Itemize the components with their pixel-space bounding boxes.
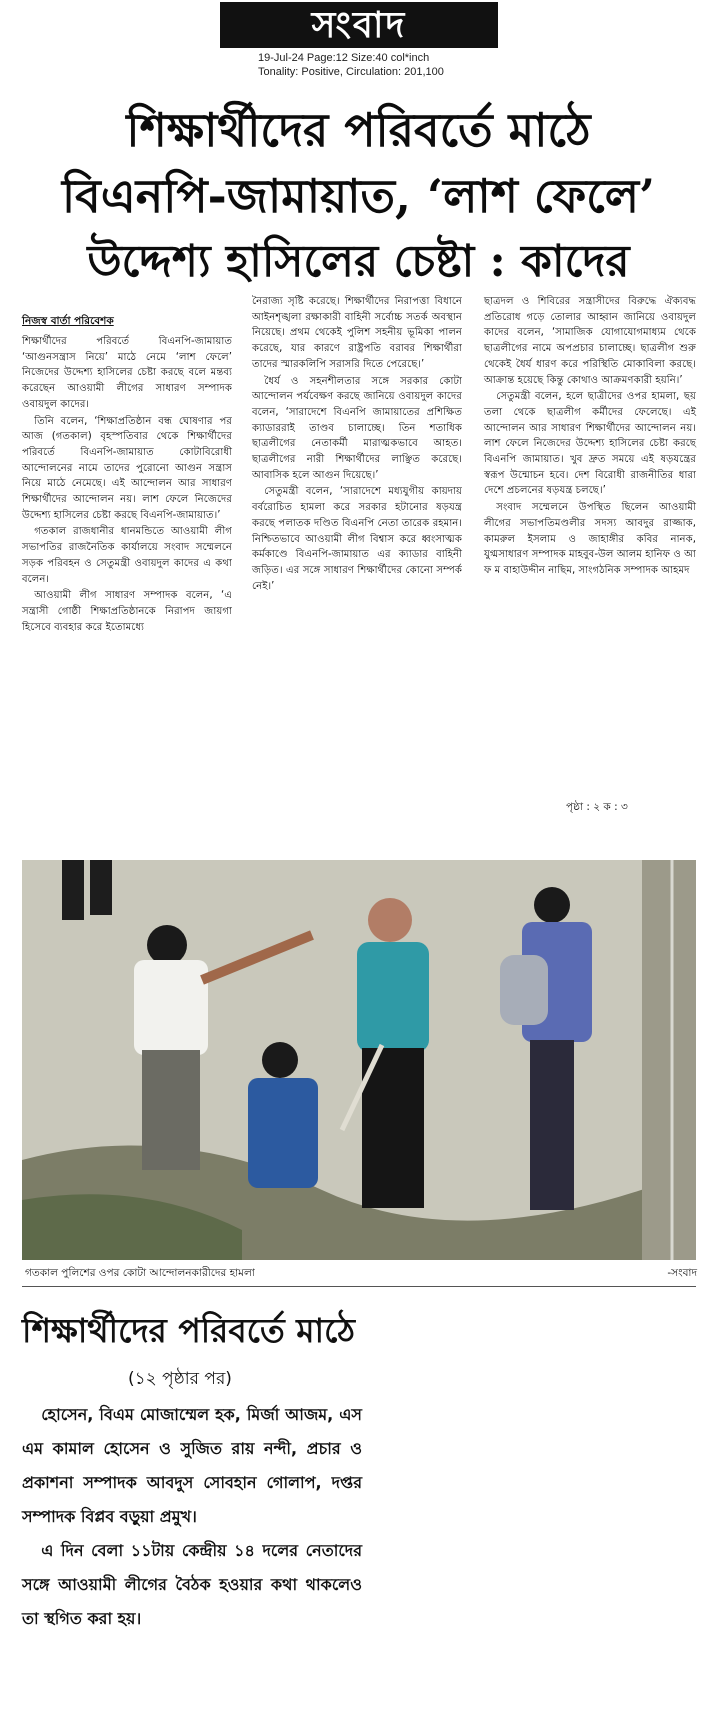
article-paragraph: আওয়ামী লীগ সাধারণ সম্পাদক বলেন, ‘এ সন্ত্রাসী গোষ্ঠী শিক্ষাপ্রতিষ্ঠানকে নিরাপদ জায়গা হিসেবে ব্যবহার করে ইতোমধ্যে	[22, 590, 232, 633]
headline-line-1: শিক্ষার্থীদের পরিবর্তে মাঠে	[126, 103, 591, 157]
continuation-paragraph: হোসেন, বিএম মোজাম্মেল হক, মির্জা আজম, এস এম কামাল হোসেন ও সুজিত রায় নন্দী, প্রচার ও প্রকাশনা সম্পাদক আবদুস সোবহান গোলাপ, দপ্তর সম্পাদক বিপ্লব বড়ুয়া প্রমুখ।	[22, 1405, 362, 1526]
continuation-body	[22, 1398, 362, 1636]
photo-caption: গতকাল পুলিশের ওপর কোটা আন্দোলনকারীদের হামলা	[25, 1267, 255, 1279]
article-column-1	[22, 334, 232, 636]
article-column-2	[252, 294, 462, 595]
continuation-headline: শিক্ষার্থীদের পরিবর্তে মাঠে	[22, 1311, 355, 1350]
article-column-3	[484, 294, 696, 580]
news-photo	[22, 860, 696, 1260]
clipping-meta-line-1: 19-Jul-24 Page:12 Size:40 col*inch	[258, 52, 430, 64]
article-paragraph: সেতুমন্ত্রী বলেন, হলে ছাত্রীদের ওপর হামলা, ছয় তলা থেকে ছাত্রলীগ কর্মীদের ফেলেছে। এই আন্দোলন আর সাধারণ শিক্ষার্থীদের আন্দোলন নয়। লাশ ফেলে নিজেদের উদ্দেশ্য হাসিলের চেষ্টা করছে বিএনপি জামায়াত। খুব দ্রুত সময়ে এই ষড়যন্ত্রের স্বরূপ উন্মোচন হবে। দেশ বিরোধী রাজনীতির ধারা দেশে প্রচলনের ষড়যন্ত্র চলছে।’	[484, 391, 696, 497]
headline-line-2: বিএনপি-জামায়াত, ‘লাশ ফেলে’	[62, 169, 655, 223]
article-paragraph: ধৈর্য ও সহনশীলতার সঙ্গে সরকার কোটা আন্দোলন পর্যবেক্ষণ করছে জানিয়ে ওবায়দুল কাদের বলেন, ‘সারাদেশে বিএনপি জামায়াতের প্রশিক্ষিত ক্যাডাররাই তাণ্ডব চালাচ্ছে। তিন শতাধিক ছাত্রলীগের নেতাকর্মী মারাত্মকভাবে আহত। ছাত্রলীগের নারী শিক্ষার্থীদের লাঞ্ছিত করেছে। আবাসিক হলে আগুন দিয়েছে।’	[252, 375, 462, 481]
news-photo-illustration	[22, 860, 696, 1260]
page-reference: পৃষ্ঠা : ২ ক : ৩	[566, 801, 628, 813]
section-divider	[22, 1286, 696, 1287]
article-paragraph: ছাত্রদল ও শিবিরের সন্ত্রাসীদের বিরুদ্ধে ঐক্যবদ্ধ প্রতিরোধ গড়ে তোলার আহ্বান জানিয়ে ওবায়দুল কাদের বলেন, ‘সামাজিক যোগাযোগমাধ্যম থেকে ছাত্রলীগের নামে অপপ্রচার চালাচ্ছে। ছাত্রলীগ শুরু থেকেই ধৈর্য ধারণ করে পরিস্থিতি মোকাবিলা করছে। আক্রান্ত হয়েছে কিন্তু কোথাও আক্রমণকারী হয়নি।’	[484, 296, 696, 386]
headline-line-3: উদ্দেশ্য হাসিলের চেষ্টা : কাদের	[87, 236, 630, 287]
article-paragraph: শিক্ষার্থীদের পরিবর্তে বিএনপি-জামায়াত ‘আগুনসন্ত্রাস নিয়ে’ মাঠে নেমে ‘লাশ ফেলে’ নিজেদের উদ্দেশ্য হাসিলের চেষ্টা করছে বলে মন্তব্য করেছেন আওয়ামী লীগের সাধারণ সম্পাদক ওবায়দুল কাদের।	[22, 336, 232, 410]
article-paragraph: গতকাল রাজধানীর ধানমন্ডিতে আওয়ামী লীগ সভাপতির রাজনৈতিক কার্যালয়ে সংবাদ সম্মেলনে সড়ক পরিবহন ও সেতুমন্ত্রী ওবায়দুল কাদের এ কথা বলেন।	[22, 526, 232, 585]
article-paragraph: তিনি বলেন, ‘শিক্ষাপ্রতিষ্ঠান বন্ধ ঘোষণার পর আজ (গতকাল) বৃহস্পতিবার থেকে শিক্ষার্থীদের পরিবর্তে বিএনপি-জামায়াত কোটাবিরোধী আন্দোলনের নামে তাদের পুরোনো আগুন সন্ত্রাস নিয়ে মাঠে নেমেছে। এই আন্দোলন আর সাধারণ শিক্ষার্থীদের আন্দোলন নয়। লাশ ফেলে নিজেদের উদ্দেশ্য হাসিলের চেষ্টা করছে বিএনপি-জামায়াত।’	[22, 415, 232, 521]
continuation-paragraph: এ দিন বেলা ১১টায় কেন্দ্রীয় ১৪ দলের নেতাদের সঙ্গে আওয়ামী লীগের বৈঠক হওয়ার কথা থাকলেও তা স্থগিত করা হয়।	[22, 1541, 362, 1628]
clipping-meta-line-2: Tonality: Positive, Circulation: 201,100	[258, 66, 444, 78]
continuation-subhead: (১২ পৃষ্ঠার পর)	[128, 1369, 232, 1389]
photo-credit: -সংবাদ	[667, 1267, 697, 1279]
newspaper-masthead: সংবাদ	[220, 2, 498, 48]
article-paragraph: সেতুমন্ত্রী বলেন, ‘সারাদেশে মধ্যযুগীয় কায়দায় বর্বরোচিত হামলা করে সরকার হটানোর ষড়যন্ত্র করছে পলাতক দণ্ডিত বিএনপি নেতা তারেক রহমান। নিশ্চিতভাবে আওয়ামী লীগ বিশ্বাস করে ধ্বংসাত্মক কর্মকাণ্ডে বিএনপি-জামায়াত এর ক্যাডার বাহিনী জড়িত। এর সঙ্গে সাধারণ শিক্ষার্থীদের কোনো সম্পর্ক নেই।’	[252, 486, 462, 592]
article-paragraph: সংবাদ সম্মেলনে উপস্থিত ছিলেন আওয়ামী লীগের সভাপতিমণ্ডলীর সদস্য আবদুর রাজ্জাক, কামরুল ইসলাম ও জাহাঙ্গীর কবির নানক, যুগ্মসাধারণ সম্পাদক মাহবুব-উল আলম হানিফ ও আ ফ ম বাহাউদ্দীন নাছিম, সাংগঠনিক সম্পাদক আহমদ	[484, 502, 696, 576]
article-paragraph: নৈরাজ্য সৃষ্টি করেছে। শিক্ষার্থীদের নিরাপত্তা বিধানে আইনশৃঙ্খলা রক্ষাকারী বাহিনী সর্বোচ্চ সতর্ক অবস্থান নিয়েছে। প্রথম থেকেই পুলিশ সহনীয় ভূমিকা পালন করেছে, যার কারণে রাষ্ট্রপতি বরাবর শিক্ষার্থীরা তাদের স্মারকলিপি সরাসরি দিতে পেরেছে।’	[252, 296, 462, 370]
byline: নিজস্ব বার্তা পরিবেশক	[22, 315, 114, 327]
